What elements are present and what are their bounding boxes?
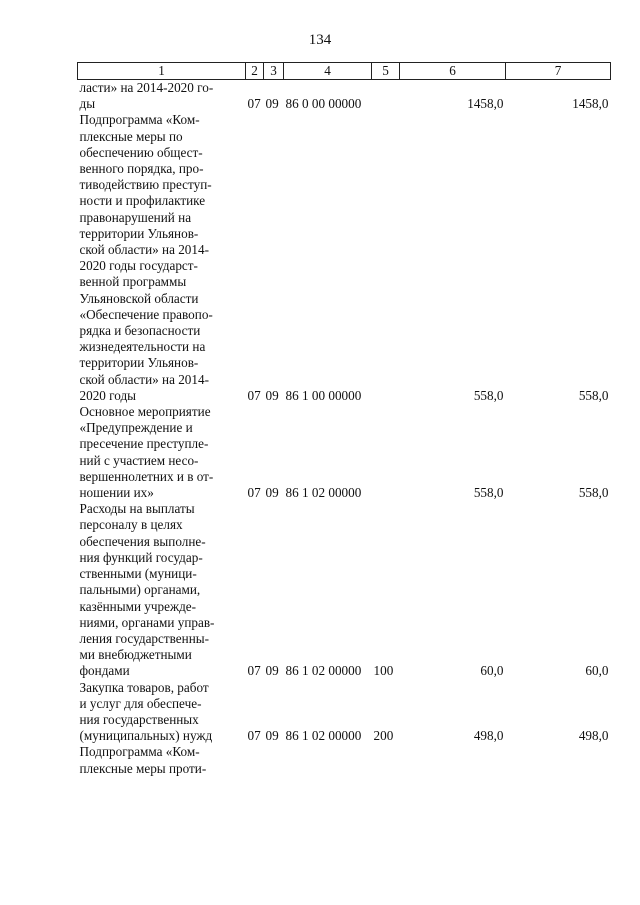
table-row [78, 112, 611, 404]
row-rz [246, 744, 264, 776]
header-col-4: 4 [284, 63, 372, 80]
row-name: Расходы на выплаты персоналу в целях обеспечения выполне- ния функций государ- ственными (муници- пальными) органами, казёнными учрежде- ниями, органами управ- ления государственны- ми внебюджетными фондами [79, 501, 215, 679]
row-name: Подпрограмма «Ком- плексные меры проти- [79, 744, 207, 776]
header-col-1: 1 [78, 63, 246, 80]
row-rz: 07 [247, 387, 261, 403]
page-number: 134 [308, 32, 332, 48]
row-value-1: 1458,0 [467, 96, 504, 112]
row-csr: 86 1 02 00000 [285, 485, 362, 501]
row-rz: 07 [247, 485, 261, 501]
table-row [78, 680, 611, 745]
row-csr: 86 1 00 00000 [285, 387, 362, 403]
table-header-row [78, 63, 611, 80]
row-pr: 09 [265, 728, 279, 744]
row-name: Основное мероприятие «Предупреждение и пресечение преступле- ний с участием несо- вершеннолетних и в от- ношении их» [79, 404, 214, 501]
row-value-1 [400, 744, 506, 776]
row-value-1: 60,0 [480, 663, 504, 679]
row-pr: 09 [265, 663, 279, 679]
header-col-3: 3 [264, 63, 284, 80]
table-row [78, 404, 611, 501]
header-col-2: 2 [246, 63, 264, 80]
row-name: Подпрограмма «Ком- плексные меры по обеспечению общест- венного порядка, про- тиводействию преступ- ности и профилактике правонарушений на территории Ульянов- ской области» на 2014- 2020 годы государст- венной программы Ульяновской области «Обеспечение правопо- рядка и безопасности жизнедеятельности на территории Ульянов- ской области» на 2014- 2020 годы [79, 112, 213, 403]
row-csr: 86 0 00 00000 [285, 96, 362, 112]
row-value-1: 498,0 [473, 728, 504, 744]
budget-table [77, 62, 611, 777]
row-name: ласти» на 2014-2020 го- ды [79, 80, 214, 112]
row-vr [372, 112, 400, 404]
row-vr [372, 80, 400, 113]
header-col-5: 5 [372, 63, 400, 80]
row-rz: 07 [247, 663, 261, 679]
row-pr: 09 [265, 485, 279, 501]
header-col-7: 7 [506, 63, 611, 80]
row-vr [372, 744, 400, 776]
row-pr [264, 744, 284, 776]
header-col-6: 6 [400, 63, 506, 80]
row-rz: 07 [247, 728, 261, 744]
row-value-1: 558,0 [473, 485, 504, 501]
row-vr [372, 404, 400, 501]
row-value-2 [506, 744, 611, 776]
row-csr [284, 744, 372, 776]
row-value-2: 60,0 [585, 663, 609, 679]
row-value-2: 498,0 [578, 728, 609, 744]
row-value-2: 558,0 [578, 485, 609, 501]
row-value-2: 558,0 [578, 387, 609, 403]
row-vr: 100 [373, 663, 394, 679]
row-pr: 09 [265, 96, 279, 112]
row-rz: 07 [247, 96, 261, 112]
row-name: Закупка товаров, работ и услуг для обеспече- ния государственных (муниципальных) нужд [79, 679, 213, 744]
row-value-1: 558,0 [473, 387, 504, 403]
table-row [78, 501, 611, 679]
row-vr: 200 [373, 728, 394, 744]
row-csr: 86 1 02 00000 [285, 728, 362, 744]
row-pr: 09 [265, 387, 279, 403]
row-csr: 86 1 02 00000 [285, 663, 362, 679]
row-value-2: 1458,0 [572, 96, 609, 112]
table-row [78, 80, 611, 113]
table-row [78, 744, 611, 776]
